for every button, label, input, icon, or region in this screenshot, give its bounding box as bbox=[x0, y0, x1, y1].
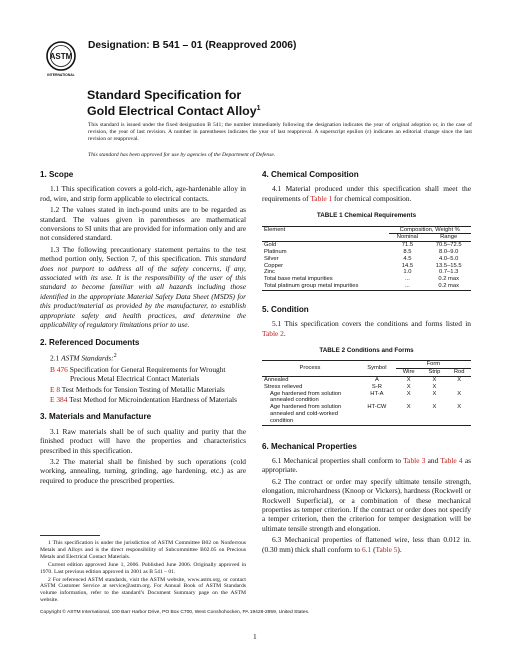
t1-header-element: Element bbox=[264, 226, 286, 233]
link-table-2[interactable]: Table 2 bbox=[262, 328, 284, 338]
left-column bbox=[40, 170, 246, 487]
table-row: Total base metal impurities ... 0.2 max bbox=[264, 276, 459, 283]
section-chemical-heading: 4. Chemical Composition bbox=[262, 170, 359, 179]
page-number: 1 bbox=[253, 632, 257, 641]
para-1-3: 1.3 The following precautionary statement pertains to the test method portion only, Section 7, of this specification. This standard does not purport to address all of the safety concerns, if any, associated with its use. It is the responsibility of the user of this standard to become familiar with all hazards including those identified in the appropriate Material Safety Data Sheet (MSDS) for this product/material as provided by the manufacturer, to establish appropriate safety and health practices, and determine the applicability of regulatory limitations prior to use. bbox=[40, 244, 246, 330]
document-title bbox=[87, 88, 261, 118]
issued-statement: This standard is issued under the fixed designation B 541; the number immediately following the designation indicates the year of original adoption or, in the case of revision, the year of last revision. A number in parentheses indicates the year of last reapproval. A superscript epsilon (ε) indicates an editorial change since the last revision or reapproval. bbox=[88, 122, 472, 142]
table-row: Zinc 1.0 0.7–1.3 bbox=[264, 269, 459, 276]
link-section-6-1[interactable]: 6.1 bbox=[361, 544, 372, 554]
designation: Designation: B 541 – 01 (Reapproved 2006) bbox=[88, 40, 297, 51]
t1-header-range: Range bbox=[440, 234, 458, 241]
footnote-1a: 1 This specification is under the jurisdiction of ASTM Committee B02 on Nonferrous Metals and Alloys and is the direct responsibility of Subcommittee B02.05 on Precious Metals and Electrical Contact Materials. bbox=[40, 540, 246, 560]
table-2-caption: TABLE 2 Conditions and Forms bbox=[319, 347, 414, 355]
t2-header-symbol: Symbol bbox=[367, 365, 387, 372]
link-table-1[interactable]: Table 1 bbox=[310, 193, 333, 203]
para-6-1: 6.1 Mechanical properties shall conform to Table 3 and Table 4 as appropriate. bbox=[262, 456, 471, 475]
para-3-2: 3.2 The material shall be finished by such operations (cold working, annealing, turning, grinding, age hardening, etc.) as are required to produce the prescribed properties. bbox=[40, 457, 246, 485]
footnote-1b: Current edition approved June 1, 2006. Published June 2006. Originally approved in 1970. Last previous edition approved in 2001 as B 541 – 01. bbox=[40, 561, 246, 575]
t1-header-composition: Composition, Weight % bbox=[389, 226, 471, 234]
t2-header-form: Form bbox=[396, 361, 471, 369]
table-row: Age hardened from solution annealed and cold-worked condition HT-CW X X X bbox=[262, 404, 471, 425]
copyright-line: Copyright © ASTM International, 100 Barr Harbor Drive, PO Box C700, West Conshohocken, PA 19428-2959, United States. bbox=[40, 610, 310, 615]
para-5-1: 5.1 This specification covers the conditions and forms listed in Table 2. bbox=[262, 319, 471, 338]
table-row: Annealed A X X X bbox=[264, 377, 462, 384]
link-e384[interactable]: E 384 bbox=[50, 395, 68, 404]
table-row: Stress relieved S-R X X bbox=[264, 383, 437, 390]
ref-b476: B 476 Specification for General Requirements for Wrought Precious Metal Electrical Contact Materials bbox=[50, 364, 226, 384]
para-1-1: 1.1 This specification covers a gold-rich, age-hardenable alloy in rod, wire, and strip form applicable to electrical contacts. bbox=[40, 184, 246, 203]
dod-statement: This standard has been approved for use by agencies of the Department of Defense. bbox=[88, 152, 276, 158]
para-3-1: 3.1 Raw materials shall be of such quality and purity that the finished product will have the properties and characteristics prescribed in this specification. bbox=[40, 426, 246, 455]
link-table-3[interactable]: Table 3 bbox=[403, 456, 426, 465]
right-column bbox=[262, 170, 471, 556]
table-row: Silver 4.5 4.0–5.0 bbox=[264, 255, 459, 262]
svg-text:INTERNATIONAL: INTERNATIONAL bbox=[47, 73, 75, 77]
t1-header-nominal: Nominal bbox=[396, 234, 419, 241]
table-row: Copper 14.5 13.5–15.5 bbox=[264, 262, 462, 269]
table-1 bbox=[262, 226, 471, 291]
footnotes bbox=[40, 540, 246, 605]
para-4-1: 4.1 Material produced under this specification shall meet the requirements of Table 1 for chemical composition. bbox=[262, 184, 471, 203]
section-referenced-heading: 2. Referenced Documents bbox=[40, 337, 140, 347]
t2-header-rod: Rod bbox=[453, 369, 465, 376]
astm-logo bbox=[44, 40, 78, 78]
section-materials-heading: 3. Materials and Manufacture bbox=[40, 412, 152, 422]
section-mechanical-heading: 6. Mechanical Properties bbox=[262, 441, 357, 451]
table-row: Total platinum group metal impurities ... 0.2 max bbox=[262, 283, 471, 290]
table-row: Gold 71.5 70.5–72.5 bbox=[264, 242, 462, 249]
footnote-2: 2 For referenced ASTM standards, visit the ASTM website, www.astm.org, or contact ASTM Customer Service at service@astm.org. For Annual Book of ASTM Standards volume information, refer to the standard’s Document Summary page on the ASTM website. bbox=[40, 576, 246, 604]
title-line-1: Standard Specification for bbox=[87, 88, 242, 102]
t2-header-process: Process bbox=[299, 365, 321, 372]
table-2 bbox=[262, 360, 471, 425]
para-6-2: 6.2 The contract or order may specify ultimate tensile strength, elongation, microhardness (Knoop or Vickers), hardness (Rockwell or Rockwell Superficial), or a combination of these mechanical properties as temper criterion. If the contract or order does not specify a temper criterion, then the criterion for temper designation will be ultimate tensile strength and elongation. bbox=[262, 476, 471, 533]
section-condition-heading: 5. Condition bbox=[262, 304, 309, 314]
para-6-3: 6.3 Mechanical properties of flattened wire, less than 0.012 in. (0.30 mm) thick shall conform to 6.1 (Table 5). bbox=[262, 535, 471, 554]
ref-e8: E 8 Test Methods for Tension Testing of Metallic Materials bbox=[50, 384, 225, 394]
link-table-4[interactable]: Table 4 bbox=[440, 456, 463, 465]
para-2-1: 2.1 ASTM Standards:$^2$ bbox=[50, 352, 117, 363]
table-1-caption: TABLE 1 Chemical Requirements bbox=[316, 212, 417, 220]
title-line-2: Gold Electrical Contact Alloy$^1$ bbox=[87, 104, 261, 119]
t2-header-strip: Strip bbox=[428, 369, 441, 376]
link-b476[interactable]: B 476 bbox=[50, 364, 68, 374]
link-table-5[interactable]: Table 5 bbox=[375, 544, 398, 554]
footnote-rule bbox=[40, 535, 100, 536]
link-e8[interactable]: E 8 bbox=[50, 384, 61, 394]
ref-e384: E 384 Test Method for Microindentation Hardness of Materials bbox=[50, 395, 237, 404]
t2-header-wire: Wire bbox=[402, 369, 415, 376]
table-row: Age hardened from solution annealed condition HT-A X X X bbox=[270, 390, 462, 404]
table-row: Platinum 8.5 8.0–9.0 bbox=[264, 249, 459, 256]
para-1-2: 1.2 The values stated in inch-pound units are to be regarded as standard. The values given in parentheses are mathematical conversions to SI units that are provided for information only and are not considered standard. bbox=[40, 205, 246, 243]
section-scope-heading: 1. Scope bbox=[40, 170, 74, 179]
svg-text:ASTM: ASTM bbox=[49, 52, 73, 61]
